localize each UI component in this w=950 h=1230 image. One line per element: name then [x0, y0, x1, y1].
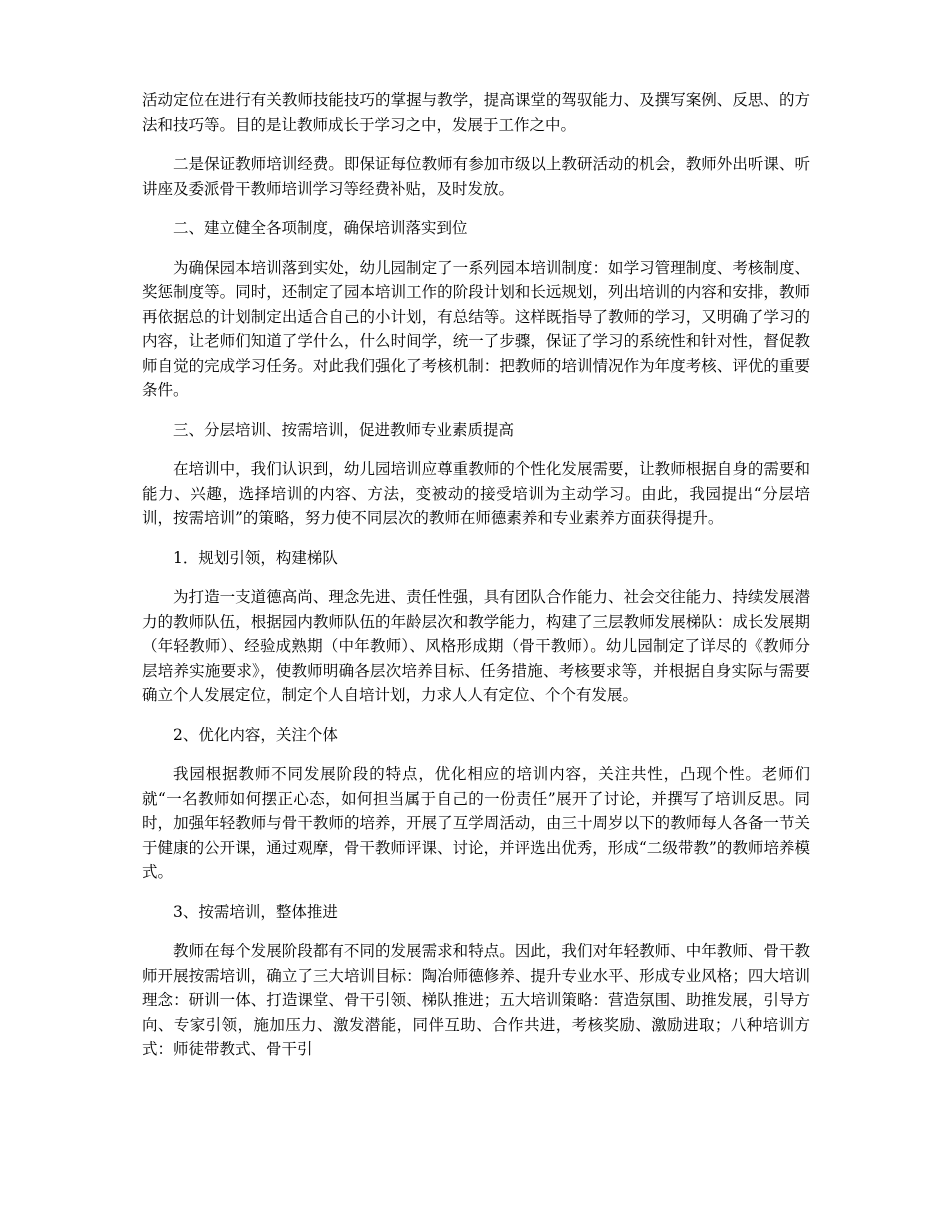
paragraph-content: 我园根据教师不同发展阶段的特点，优化相应的培训内容，关注共性，凸现个性。老师们就“一名教师如何摆正心态，如何担当属于自己的一份责任”展开了讨论，并撰写了培训反思。同时，加强年轻教师与骨干教师的培养，开展了互学周活动，由三十周岁以下的教师每人各备一节关于健康的公开课，通过观摩，骨干教师评课、讨论，并评选出优秀，形成“二级带教”的教师培养模式。: [142, 765, 810, 881]
section-heading-3: 三、分层培训、按需培训，促进教师专业素质提高: [173, 420, 515, 439]
paragraph-system: 为确保园本培训落到实处，幼儿园制定了一系列园本培训制度：如学习管理制度、考核制度、奖惩制度等。同时，还制定了园本培训工作的阶段计划和长远规划，列出培训的内容和安排，教师再依据总的计划制定出适合自己的小计划，有总结等。这样既指导了教师的学习，又明确了学习的内容，让老师们知道了学什么，什么时间学，统一了步骤，保证了学习的系统性和针对性，督促教师自觉的完成学习任务。对此我们强化了考核机制：把教师的培训情况作为年度考核、评优的重要条件。: [142, 258, 810, 399]
paragraph-funding: 二是保证教师培训经费。即保证每位教师有参加市级以上教研活动的机会，教师外出听课、听讲座及委派骨干教师培训学习等经费补贴，及时发放。: [142, 155, 810, 198]
subheading-1: 1．规划引领，构建梯队: [173, 548, 338, 567]
section-heading-2: 二、建立健全各项制度，确保培训落实到位: [173, 219, 468, 237]
paragraph-layered-training: 在培训中，我们认识到，幼儿园培训应尊重教师的个性化发展需要，让教师根据自身的需要和能力、兴趣，选择培训的内容、方法，变被动的接受培训为主动学习。由此，我园提出“分层培训，按需培训”的策略，努力使不同层次的教师在师德素养和专业素养方面获得提升。: [142, 460, 810, 527]
subheading-2: 2、优化内容，关注个体: [173, 725, 338, 744]
subheading-3: 3、按需培训，整体推进: [173, 902, 338, 921]
paragraph-continuation: 活动定位在进行有关教师技能技巧的掌握与教学，提高课堂的驾驭能力、及撰写案例、反思、的方法和技巧等。目的是让教师成长于学习之中，发展于工作之中。: [142, 91, 810, 134]
paragraph-echelon: 为打造一支道德高尚、理念先进、责任性强，具有团队合作能力、社会交往能力、持续发展潜力的教师队伍，根据园内教师队伍的年龄层次和教学能力，构建了三层教师发展梯队：成长发展期（年轻教师）、经验成熟期（中年教师）、风格形成期（骨干教师）。幼儿园制定了详尽的《教师分层培养实施要求》，使教师明确各层次培养目标、任务措施、考核要求等，并根据自身实际与需要确立个人发展定位，制定个人自培计划，力求人人有定位、个个有发展。: [142, 588, 810, 704]
paragraph-needs-training: 教师在每个发展阶段都有不同的发展需求和特点。因此，我们对年轻教师、中年教师、骨干教师开展按需培训，确立了三大培训目标：陶冶师德修养、提升专业水平、形成专业风格；四大培训理念：研训一体、打造课堂、骨干引领、梯队推进；五大培训策略：营造氛围、助推发展，引导方向、专家引领，施加压力、激发潜能，同伴互助、合作共进，考核奖励、激励进取；八种培训方式：师徒带教式、骨干引: [142, 942, 810, 1058]
document-page: [142, 88, 810, 1062]
